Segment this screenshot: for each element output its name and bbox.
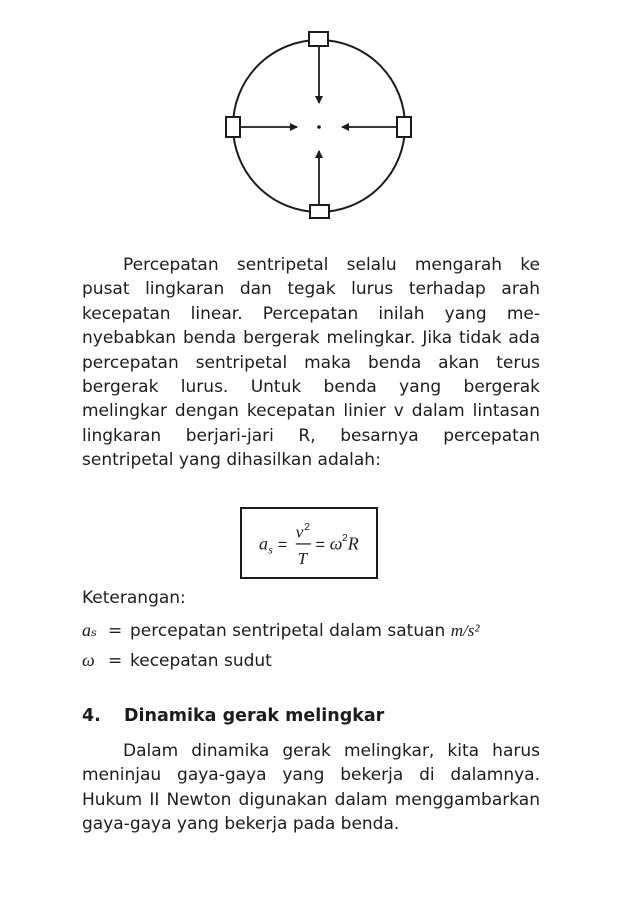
section-title: Dinamika gerak melingkar xyxy=(124,706,385,726)
object-box-top xyxy=(309,32,328,46)
object-box-bottom xyxy=(310,205,329,218)
legend-text: kecepatan sudut xyxy=(130,651,272,671)
keterangan-title: Keterangan: xyxy=(82,588,186,608)
formula-eq1: = xyxy=(277,535,288,554)
legend-row-omega xyxy=(82,648,272,673)
formula-den: T xyxy=(297,548,308,568)
formula-num-sup: 2 xyxy=(304,521,311,533)
formula-r: R xyxy=(347,533,359,554)
formula-omega: ω xyxy=(329,533,343,554)
object-box-left xyxy=(226,117,240,137)
section-number: 4. xyxy=(82,706,101,726)
formula-eq2: = xyxy=(315,535,325,554)
legend-symbol: ω xyxy=(82,650,95,670)
circular-motion-diagram xyxy=(0,0,638,240)
object-box-right xyxy=(397,117,411,137)
paragraph-centripetal: Percepatan sentripetal selalu mengarah ke pusat lingkaran dan tegak lurus terhadap arah kecepatan linear. Percepatan inilah yang menyebabkan benda bergerak melingkar. Jika tidak ada percepatan sentripetal maka benda akan terus bergerak lurus. Untuk benda yang bergerak melingkar dengan kecepatan linier v dalam lintasan lingkaran berjari-jari R, besarnya percepatan sentripetal yang dihasilkan adalah: xyxy=(82,255,540,471)
formula-lhs: a xyxy=(258,533,268,554)
center-dot xyxy=(317,125,321,129)
legend-row-acceleration xyxy=(82,618,479,643)
section-heading xyxy=(82,706,384,726)
legend-equals: = xyxy=(108,621,123,641)
formula-num: v xyxy=(295,522,304,542)
legend-text: percepatan sentripetal dalam satuan xyxy=(130,621,451,641)
legend-unit: m/s² xyxy=(450,621,480,640)
legend-symbol: aₛ xyxy=(82,620,98,640)
centripetal-formula xyxy=(240,507,378,579)
formula-omega-sup: 2 xyxy=(342,533,348,545)
paragraph-dynamics: Dalam dinamika gerak melingkar, kita harus meninjau gaya-gaya yang bekerja di dalamnya. Hukum II Newton digunakan dalam menggambarkan gaya-gaya yang bekerja pada benda. xyxy=(82,741,540,835)
formula-svg xyxy=(242,509,376,577)
legend-equals: = xyxy=(108,651,123,671)
formula-lhs-sub: s xyxy=(268,544,273,557)
